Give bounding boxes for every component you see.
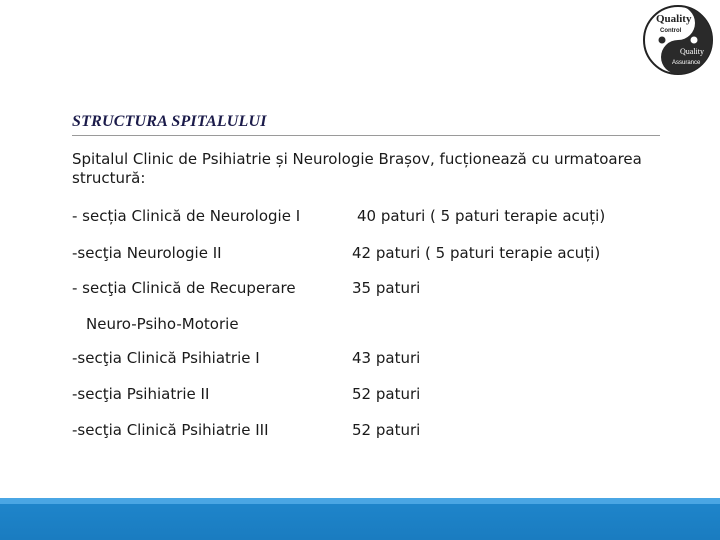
intro-paragraph: Spitalul Clinic de Psihiatrie și Neurologie Brașov, fucționează cu urmatoarea structură: <box>72 150 642 187</box>
title-divider <box>72 135 660 136</box>
section-beds: 43 paturi <box>352 349 421 367</box>
bottom-bar-highlight <box>0 498 720 504</box>
logo-text-quality-bottom: Quality <box>680 47 704 56</box>
section-name: -secţia Clinică Psihiatrie I <box>72 349 260 367</box>
section-name: -secţia Psihiatrie II <box>72 385 210 403</box>
quality-logo <box>640 2 718 86</box>
section-name: - secţia Clinică de Recuperare <box>72 279 296 297</box>
section-name-continuation: Neuro-Psiho-Motorie <box>86 315 239 333</box>
section-name: -secţia Clinică Psihiatrie III <box>72 421 269 439</box>
section-name: - secția Clinică de Neurologie I <box>72 207 301 225</box>
section-beds: 40 paturi ( 5 paturi terapie acuți) <box>357 207 606 225</box>
bottom-accent-bar <box>0 498 720 540</box>
section-beds: 42 paturi ( 5 paturi terapie acuți) <box>352 244 601 262</box>
section-beds: 52 paturi <box>352 385 421 403</box>
logo-text-control: Control <box>660 28 682 34</box>
section-beds: 52 paturi <box>352 421 421 439</box>
logo-text-quality-top: Quality <box>656 13 692 25</box>
section-beds: 35 paturi <box>352 279 421 297</box>
page-title: STRUCTURA SPITALULUI <box>72 113 267 130</box>
section-name: -secţia Neurologie II <box>72 244 222 262</box>
logo-text-assurance: Assurance <box>672 60 701 66</box>
